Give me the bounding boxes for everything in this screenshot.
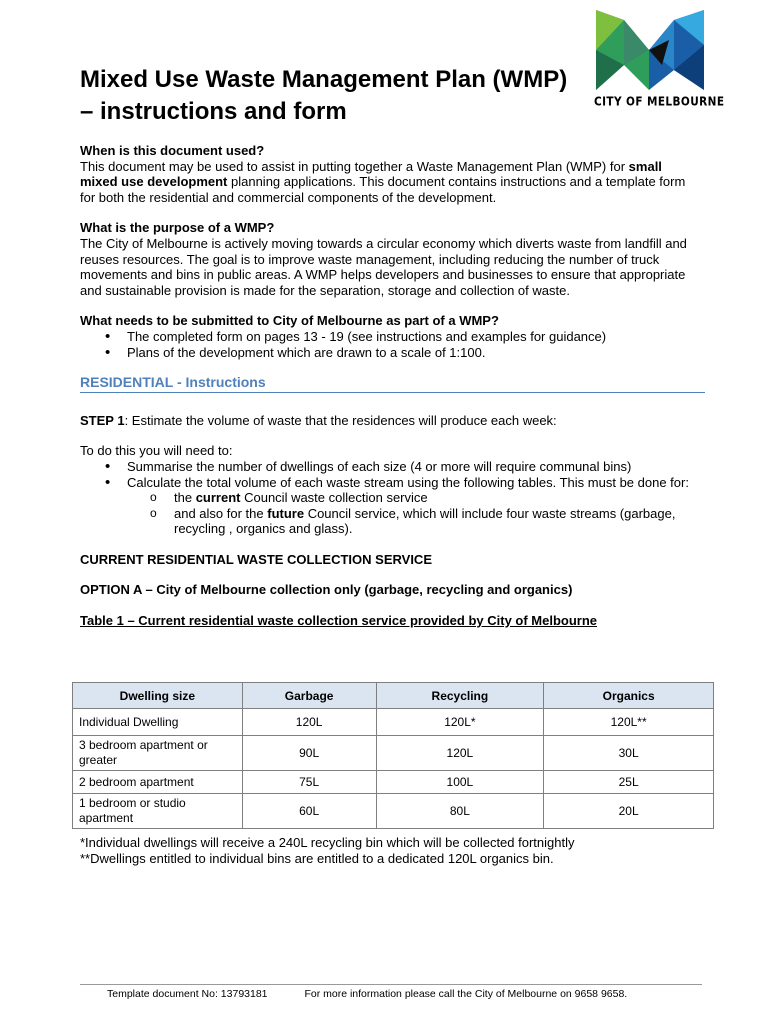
table-cell: 120L* <box>376 709 544 736</box>
footer-doc-number: Template document No: 13793181 <box>107 988 268 1000</box>
current-service-heading: CURRENT RESIDENTIAL WASTE COLLECTION SERVICE <box>80 551 432 567</box>
sub2-pre: and also for the <box>174 505 268 521</box>
footer-contact: For more information please call the City of Melbourne on 9658 9658. <box>304 988 628 1000</box>
submit-section <box>80 313 702 360</box>
main-content <box>80 143 702 629</box>
city-of-melbourne-logo <box>594 10 725 109</box>
purpose-question: What is the purpose of a WMP? <box>80 220 275 236</box>
todo-text: To do this you will need to: <box>80 443 233 459</box>
sub1-bold: current <box>195 490 241 506</box>
table-cell: 80L <box>376 794 544 829</box>
table-cell: 120L <box>242 709 376 736</box>
waste-table <box>72 682 714 829</box>
sub-list-item <box>174 506 702 537</box>
option-a-section <box>80 582 702 598</box>
sub1-post: Council waste collection service <box>240 490 428 506</box>
list-item: • Summarise the number of dwellings of each size (4 or more will require communal bins) <box>127 459 702 475</box>
when-question: When is this document used? <box>80 143 265 158</box>
sub-list-item <box>174 490 702 506</box>
note-2: **Dwellings entitled to individual bins are entitled to a dedicated 120L organics bin. <box>80 850 554 866</box>
purpose-section <box>80 220 702 298</box>
table-row <box>73 771 714 794</box>
header-recycling: Recycling <box>376 683 544 709</box>
table-cell: 90L <box>242 736 376 771</box>
footer <box>107 988 627 1000</box>
when-section <box>80 143 702 205</box>
table-row <box>73 709 714 736</box>
table-cell: 3 bedroom apartment or greater <box>73 736 243 771</box>
table-cell: 60L <box>242 794 376 829</box>
when-text-bold: small mixed use development <box>80 158 662 190</box>
table-cell: 100L <box>376 771 544 794</box>
logo-text: CITY OF MELBOURNE <box>594 95 725 109</box>
city-of-melbourne-m-logo-icon <box>594 10 704 90</box>
sub1-pre: the <box>174 490 196 506</box>
when-text-post: planning applications. This document contains instructions and a template form for both the residential and commercial components of the development. <box>80 174 686 205</box>
purpose-text: The City of Melbourne is actively moving towards a circular economy which diverts waste from landfill and reuses resources. The goal is to improve waste management, including reducing the number of truck movements and bins in public areas. A WMP helps developers and businesses to ensure that appropriate and sustainable provision is made for the separation, storage and collection of waste. <box>80 235 687 298</box>
table-cell: Individual Dwelling <box>73 709 243 736</box>
current-heading-section <box>80 552 702 568</box>
step-label: STEP 1 <box>80 412 125 428</box>
when-text-pre: This document may be used to assist in putting together a Waste Management Plan (WMP) for <box>80 158 629 174</box>
table-notes <box>80 835 575 866</box>
list-item: • The completed form on pages 13 - 19 (see instructions and examples for guidance) <box>127 329 702 345</box>
table-cell: 20L <box>544 794 714 829</box>
todo-section <box>80 443 702 537</box>
page-title: Mixed Use Waste Management Plan (WMP) – instructions and form <box>80 66 568 125</box>
sub-list <box>127 490 702 537</box>
step-text: : Estimate the volume of waste that the residences will produce each week: <box>124 412 557 428</box>
table-cell: 120L <box>376 736 544 771</box>
header-dwelling-size: Dwelling size <box>73 683 243 709</box>
step1 <box>80 413 702 429</box>
sub2-post: Council service, which will include four waste streams (garbage, recycling , organics and glass). <box>174 505 676 537</box>
when-text <box>80 159 702 206</box>
header-organics: Organics <box>544 683 714 709</box>
sub2-bold: future <box>267 505 305 521</box>
option-a-heading: OPTION A – City of Melbourne collection only (garbage, recycling and organics) <box>80 582 573 598</box>
table-cell: 120L** <box>544 709 714 736</box>
list-item-text: Calculate the total volume of each waste stream using the following tables. This must be done for: <box>127 474 689 490</box>
table-header-row <box>73 683 714 709</box>
todo-list <box>80 459 702 537</box>
table-cell: 2 bedroom apartment <box>73 771 243 794</box>
submit-list <box>80 329 702 360</box>
table-row <box>73 736 714 771</box>
note-1: *Individual dwellings will receive a 240L recycling bin which will be collected fortnightly <box>80 835 575 850</box>
footer-divider <box>80 984 702 985</box>
table-cell: 1 bedroom or studio apartment <box>73 794 243 829</box>
submit-question: What needs to be submitted to City of Melbourne as part of a WMP? <box>80 313 499 329</box>
header-garbage: Garbage <box>242 683 376 709</box>
list-item: • Plans of the development which are drawn to a scale of 1:100. <box>127 345 702 361</box>
table-cell: 30L <box>544 736 714 771</box>
table-cell: 25L <box>544 771 714 794</box>
residential-heading: RESIDENTIAL - Instructions <box>80 375 705 393</box>
list-item <box>127 475 702 537</box>
table-caption: Table 1 – Current residential waste collection service provided by City of Melbourne <box>80 613 598 629</box>
table-cell: 75L <box>242 771 376 794</box>
table-row <box>73 794 714 829</box>
